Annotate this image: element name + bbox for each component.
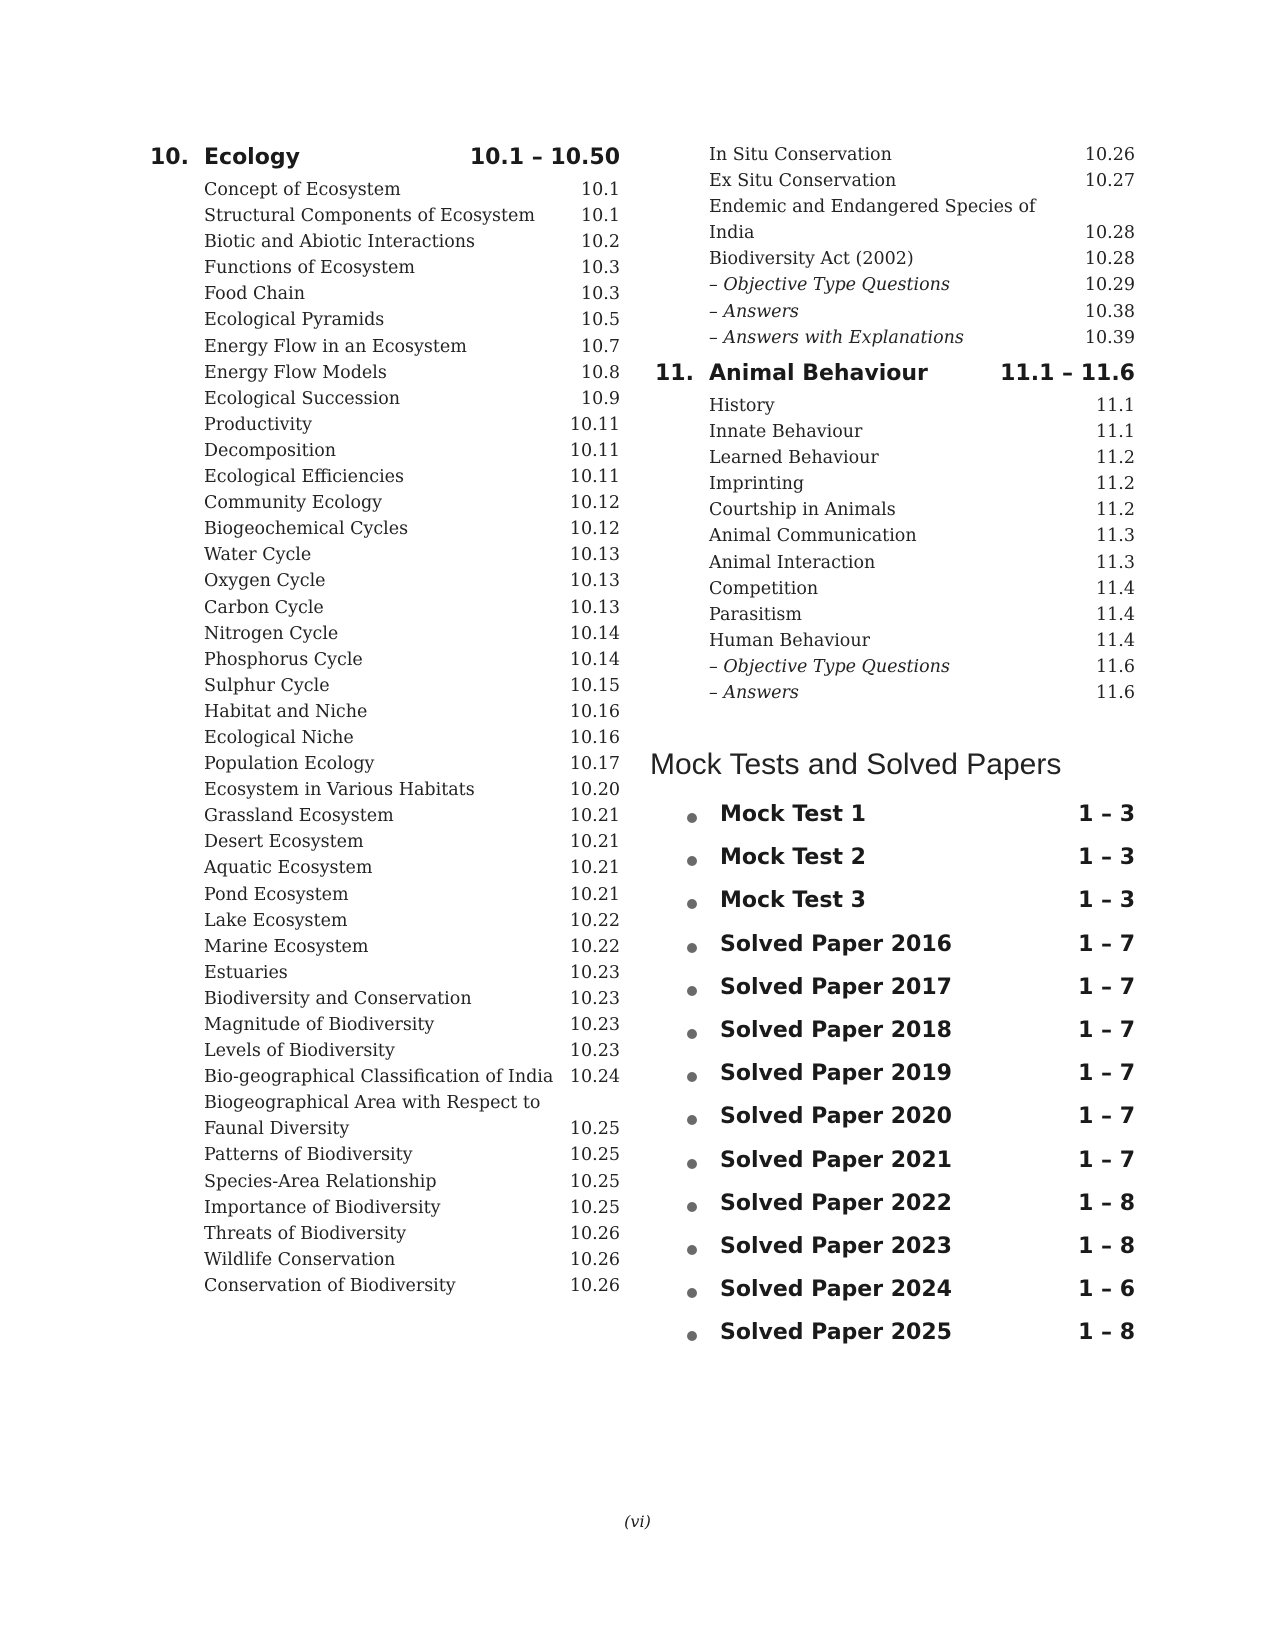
mock-entry-label: Mock Test 1 [720, 802, 866, 827]
toc-entry-page: 10.21 [569, 806, 620, 827]
toc-entry-label: Carbon Cycle [204, 597, 324, 618]
toc-entry-page: 10.2 [581, 232, 620, 253]
toc-entry[interactable] [204, 1273, 620, 1299]
toc-entry-page: 11.1 [1096, 422, 1135, 443]
toc-entry[interactable] [204, 647, 620, 673]
toc-entry-page: 10.1 [581, 180, 620, 200]
toc-entry-page: 10.3 [581, 258, 620, 279]
toc-entry-page: 11.4 [1096, 578, 1135, 599]
toc-entry-page: 10.5 [581, 310, 620, 331]
toc-entry-label: In Situ Conservation [709, 145, 892, 165]
toc-entry-label: Oxygen Cycle [204, 571, 326, 592]
toc-entry[interactable] [709, 576, 1135, 602]
toc-entry-page: 11.6 [1096, 656, 1135, 677]
toc-entry[interactable] [709, 246, 1135, 272]
toc-entry-label: Aquatic Ecosystem [204, 858, 373, 879]
toc-entry[interactable] [204, 490, 620, 516]
bullet-icon [687, 813, 697, 823]
toc-entry-page: 11.2 [1096, 448, 1135, 469]
toc-entry-page: 10.23 [569, 1041, 620, 1062]
bullet-icon [687, 899, 697, 909]
toc-entry[interactable] [709, 654, 1135, 680]
toc-entry[interactable] [709, 272, 1135, 298]
mock-entry-label: Solved Paper 2022 [720, 1190, 952, 1216]
toc-entry-label: Food Chain [204, 284, 305, 305]
toc-entry[interactable] [204, 1169, 620, 1195]
toc-entry-label: Biotic and Abiotic Interactions [204, 232, 476, 253]
toc-entry[interactable] [709, 680, 1135, 706]
toc-entry[interactable] [204, 934, 620, 960]
toc-entry-label: Biogeochemical Cycles [204, 519, 409, 540]
toc-entry-label: Productivity [204, 414, 312, 435]
toc-entry[interactable] [204, 882, 620, 908]
toc-entry[interactable] [204, 516, 620, 542]
toc-entry-label: Patterns of Biodiversity [204, 1145, 413, 1166]
toc-entry-label: Competition [709, 578, 819, 599]
bullet-icon [687, 856, 697, 866]
toc-entry-label: Endemic and Endangered Species of India [709, 197, 1036, 244]
toc-entry-page: 10.23 [569, 1015, 620, 1035]
toc-entry-label: Biodiversity and Conservation [204, 988, 472, 1009]
toc-entry-label: Biodiversity Act (2002) [709, 249, 914, 270]
toc-entry[interactable] [204, 307, 620, 333]
toc-entry[interactable] [204, 1195, 620, 1221]
toc-entry[interactable] [204, 177, 620, 203]
toc-entry-page: 10.23 [569, 962, 620, 983]
toc-entry-page: 10.21 [569, 884, 620, 905]
toc-entry-label: Energy Flow in an Ecosystem [204, 336, 467, 357]
toc-entry-page: 10.38 [1084, 301, 1135, 322]
toc-entry-label: Wildlife Conservation [204, 1249, 396, 1270]
toc-entry-page: 11.6 [1096, 683, 1135, 704]
toc-entry[interactable] [204, 542, 620, 568]
toc-entry-label: Magnitude of Biodiversity [204, 1015, 435, 1035]
toc-entry[interactable] [709, 628, 1135, 654]
mock-entry[interactable] [655, 1191, 1135, 1234]
toc-entry[interactable] [709, 471, 1135, 497]
toc-entry[interactable] [709, 194, 1135, 246]
toc-entry-page: 10.13 [569, 571, 620, 592]
chapter-11-topic-list [709, 393, 1135, 706]
mock-entry-pages: 1 – 3 [1078, 802, 1135, 827]
toc-entry-page: 10.11 [569, 414, 620, 435]
toc-entry-page: 10.23 [569, 988, 620, 1009]
toc-entry[interactable] [204, 281, 620, 307]
toc-entry-page: 10.7 [581, 336, 620, 357]
toc-entry[interactable] [204, 725, 620, 751]
toc-entry-label: Ex Situ Conservation [709, 171, 897, 192]
toc-entry-label: Ecosystem in Various Habitats [204, 780, 475, 801]
toc-entry-label: – Objective Type Questions [709, 656, 950, 677]
toc-entry[interactable] [204, 960, 620, 986]
mock-entry-pages: 1 – 3 [1078, 888, 1135, 914]
mock-entry-label: Mock Test 2 [720, 845, 866, 871]
mock-section-title: Mock Tests and Solved Papers [650, 748, 1062, 781]
toc-entry[interactable] [204, 673, 620, 699]
toc-entry-label: Ecological Niche [204, 727, 354, 748]
mock-section-list [655, 802, 1135, 1363]
toc-entry[interactable] [204, 803, 620, 829]
toc-entry-label: Parasitism [709, 604, 803, 625]
mock-entry-label: Solved Paper 2019 [720, 1061, 952, 1087]
toc-entry[interactable] [709, 393, 1135, 419]
toc-entry-page: 10.16 [569, 727, 620, 748]
toc-entry-page: 10.26 [569, 1223, 620, 1244]
toc-entry-label: Energy Flow Models [204, 362, 387, 383]
mock-entry[interactable] [655, 975, 1135, 1018]
bullet-icon [687, 1072, 697, 1082]
toc-entry-label: Animal Communication [709, 526, 917, 547]
bullet-icon [687, 986, 697, 996]
toc-entry-label: Grassland Ecosystem [204, 806, 394, 827]
toc-entry-page: 10.27 [1084, 171, 1135, 192]
toc-entry-page: 10.24 [569, 1067, 620, 1088]
mock-entry[interactable] [655, 1061, 1135, 1104]
toc-entry-label: Habitat and Niche [204, 701, 368, 722]
toc-entry-page: 10.11 [569, 467, 620, 488]
bullet-icon [687, 1288, 697, 1298]
chapter-10-topic-list-continued [709, 142, 1135, 351]
toc-entry-label: Desert Ecosystem [204, 832, 364, 853]
toc-entry-page: 10.28 [1084, 249, 1135, 270]
toc-entry-label: Estuaries [204, 962, 288, 983]
mock-entry-label: Solved Paper 2017 [720, 974, 952, 1000]
bullet-icon [687, 1331, 697, 1341]
mock-entry-label: Solved Paper 2018 [720, 1017, 952, 1043]
toc-entry-label: Learned Behaviour [709, 448, 879, 469]
chapter-title: Animal Behaviour [709, 361, 928, 386]
toc-entry[interactable] [204, 203, 620, 229]
toc-entry-page: 10.3 [581, 284, 620, 305]
toc-entry-label: Imprinting [709, 474, 805, 495]
toc-entry-page: 10.22 [569, 936, 620, 957]
toc-entry-label: Courtship in Animals [709, 500, 896, 521]
toc-entry[interactable] [204, 334, 620, 360]
toc-entry[interactable] [204, 777, 620, 803]
toc-entry-label: Ecological Efficiencies [204, 467, 405, 488]
toc-entry-page: 10.9 [581, 388, 620, 409]
chapter-page-range: 11.1 – 11.6 [1000, 361, 1135, 386]
toc-entry[interactable] [204, 1064, 620, 1090]
toc-entry[interactable] [709, 325, 1135, 351]
toc-entry-label: Ecological Pyramids [204, 310, 385, 331]
toc-entry-label: Nitrogen Cycle [204, 623, 339, 644]
chapter-10-topic-list [204, 177, 620, 1299]
mock-entry-pages: 1 – 8 [1078, 1233, 1135, 1259]
toc-entry-page: 10.21 [569, 858, 620, 879]
toc-entry-label: Pond Ecosystem [204, 884, 349, 905]
toc-entry-page: 10.1 [581, 206, 620, 227]
mock-entry-label: Solved Paper 2023 [720, 1233, 952, 1259]
bullet-icon [687, 1202, 697, 1212]
mock-entry-label: Solved Paper 2025 [720, 1320, 952, 1346]
toc-entry[interactable] [204, 229, 620, 255]
mock-entry-pages: 1 – 7 [1078, 1147, 1135, 1173]
chapter-number: 11. [655, 361, 694, 386]
toc-entry[interactable] [204, 595, 620, 621]
toc-entry[interactable] [204, 699, 620, 725]
chapter-page-range: 10.1 – 10.50 [469, 145, 620, 170]
toc-entry-label: Levels of Biodiversity [204, 1041, 395, 1062]
toc-entry-page: 10.15 [569, 675, 620, 696]
toc-entry[interactable] [204, 412, 620, 438]
mock-entry-pages: 1 – 8 [1078, 1190, 1135, 1216]
toc-entry-page: 10.29 [1084, 275, 1135, 296]
toc-entry-page: 10.14 [569, 623, 620, 644]
toc-entry-label: – Answers [709, 301, 799, 322]
toc-entry-page: 10.13 [569, 545, 620, 566]
toc-entry-label: Concept of Ecosystem [204, 180, 401, 200]
toc-entry[interactable] [204, 1221, 620, 1247]
toc-entry-page: 10.28 [1084, 223, 1135, 244]
toc-entry[interactable] [204, 1247, 620, 1273]
toc-entry-page: 11.2 [1096, 500, 1135, 521]
mock-entry-label: Solved Paper 2024 [720, 1277, 952, 1303]
toc-entry-label: Ecological Succession [204, 388, 401, 409]
toc-entry-page: 10.26 [1084, 145, 1135, 165]
toc-entry[interactable] [204, 621, 620, 647]
toc-entry-page: 11.2 [1096, 474, 1135, 495]
toc-entry-page: 10.14 [569, 649, 620, 670]
toc-entry[interactable] [204, 908, 620, 934]
mock-entry-pages: 1 – 7 [1078, 1017, 1135, 1043]
toc-entry-label: Biogeographical Area with Respect to Faunal Diversity [204, 1093, 541, 1140]
toc-entry-label: Sulphur Cycle [204, 675, 330, 696]
toc-entry[interactable] [204, 568, 620, 594]
mock-entry[interactable] [655, 888, 1135, 931]
toc-entry[interactable] [204, 464, 620, 490]
mock-entry-label: Mock Test 3 [720, 888, 866, 914]
mock-entry-pages: 1 – 7 [1078, 974, 1135, 1000]
toc-entry-label: Bio-geographical Classification of India [204, 1067, 554, 1088]
toc-entry-label: Conservation of Biodiversity [204, 1275, 456, 1296]
toc-entry-page: 10.16 [569, 701, 620, 722]
toc-entry-page: 10.11 [569, 440, 620, 461]
toc-entry[interactable] [709, 299, 1135, 325]
toc-entry-page: 11.3 [1096, 526, 1135, 547]
toc-entry[interactable] [204, 1142, 620, 1168]
toc-entry[interactable] [204, 855, 620, 881]
toc-entry-label: Species-Area Relationship [204, 1171, 437, 1192]
bullet-icon [687, 943, 697, 953]
mock-entry[interactable] [655, 1148, 1135, 1191]
toc-entry[interactable] [204, 438, 620, 464]
mock-entry[interactable] [655, 845, 1135, 888]
toc-entry-label: Innate Behaviour [709, 422, 863, 443]
toc-entry-page: 10.21 [569, 832, 620, 853]
chapter-title: Ecology [204, 145, 300, 170]
mock-entry-pages: 1 – 8 [1078, 1320, 1135, 1346]
toc-entry-label: Marine Ecosystem [204, 936, 369, 957]
mock-entry[interactable] [655, 1018, 1135, 1061]
toc-entry-label: Phosphorus Cycle [204, 649, 363, 670]
bullet-icon [687, 1245, 697, 1255]
toc-entry-page: 10.8 [581, 362, 620, 383]
mock-entry-label: Solved Paper 2021 [720, 1147, 952, 1173]
mock-entry[interactable] [655, 932, 1135, 975]
toc-entry-page: 10.17 [569, 754, 620, 775]
toc-entry[interactable] [709, 168, 1135, 194]
mock-entry-pages: 1 – 3 [1078, 845, 1135, 871]
toc-entry-page: 10.25 [569, 1145, 620, 1166]
toc-entry[interactable] [709, 419, 1135, 445]
toc-entry[interactable] [204, 751, 620, 777]
toc-entry[interactable] [709, 602, 1135, 628]
toc-entry[interactable] [204, 829, 620, 855]
toc-entry[interactable] [204, 255, 620, 281]
toc-entry-label: Threats of Biodiversity [204, 1223, 407, 1244]
toc-entry-page: 10.26 [569, 1275, 620, 1296]
toc-entry-page: 11.1 [1096, 396, 1135, 416]
toc-entry-page: 10.25 [569, 1171, 620, 1192]
bullet-icon [687, 1159, 697, 1169]
toc-entry[interactable] [204, 1090, 620, 1142]
mock-entry-label: Solved Paper 2016 [720, 931, 952, 957]
toc-entry[interactable] [709, 497, 1135, 523]
toc-entry-label: Structural Components of Ecosystem [204, 206, 535, 227]
toc-entry-page: 10.12 [569, 519, 620, 540]
toc-entry-page: 10.13 [569, 597, 620, 618]
toc-entry[interactable] [204, 986, 620, 1012]
toc-entry-page: 10.25 [569, 1119, 620, 1140]
page-number: (vi) [624, 1512, 651, 1531]
toc-entry[interactable] [204, 386, 620, 412]
toc-entry-label: Water Cycle [204, 545, 312, 566]
toc-entry-label: Importance of Biodiversity [204, 1197, 441, 1218]
toc-entry-page: 11.4 [1096, 604, 1135, 625]
toc-entry-label: History [709, 396, 775, 416]
chapter-number: 10. [150, 145, 189, 170]
bullet-icon [687, 1029, 697, 1039]
chapter-10-heading[interactable] [150, 145, 620, 175]
toc-entry-label: Human Behaviour [709, 630, 870, 651]
toc-entry[interactable] [709, 445, 1135, 471]
mock-entry[interactable] [655, 1104, 1135, 1147]
toc-entry-label: – Objective Type Questions [709, 275, 950, 296]
toc-entry[interactable] [709, 550, 1135, 576]
toc-entry[interactable] [204, 1012, 620, 1038]
toc-entry-page: 11.4 [1096, 630, 1135, 651]
toc-entry[interactable] [204, 1038, 620, 1064]
toc-entry-page: 10.12 [569, 493, 620, 514]
mock-entry[interactable] [655, 1234, 1135, 1277]
toc-entry-label: Community Ecology [204, 493, 383, 514]
toc-entry[interactable] [709, 142, 1135, 168]
toc-entry-label: Animal Interaction [709, 552, 876, 573]
toc-entry-page: 10.20 [569, 780, 620, 801]
mock-entry-label: Solved Paper 2020 [720, 1104, 952, 1130]
mock-entry[interactable] [655, 1320, 1135, 1363]
toc-entry-label: Lake Ecosystem [204, 910, 348, 931]
mock-entry[interactable] [655, 1277, 1135, 1320]
toc-entry-page: 11.3 [1096, 552, 1135, 573]
toc-entry-label: Functions of Ecosystem [204, 258, 415, 279]
bullet-icon [687, 1115, 697, 1125]
toc-entry[interactable] [709, 523, 1135, 549]
toc-entry-label: Population Ecology [204, 754, 375, 775]
mock-entry-pages: 1 – 6 [1078, 1277, 1135, 1303]
toc-entry[interactable] [204, 360, 620, 386]
toc-entry-page: 10.25 [569, 1197, 620, 1218]
toc-entry-label: Decomposition [204, 440, 337, 461]
toc-entry-label: – Answers with Explanations [709, 327, 964, 348]
toc-entry-label: – Answers [709, 683, 799, 704]
mock-entry-pages: 1 – 7 [1078, 1061, 1135, 1087]
mock-entry-pages: 1 – 7 [1078, 1104, 1135, 1130]
chapter-11-heading[interactable] [655, 361, 1135, 391]
toc-entry-page: 10.39 [1084, 327, 1135, 348]
mock-entry-pages: 1 – 7 [1078, 931, 1135, 957]
toc-entry-page: 10.22 [569, 910, 620, 931]
toc-entry-page: 10.26 [569, 1249, 620, 1270]
mock-entry[interactable] [655, 802, 1135, 845]
